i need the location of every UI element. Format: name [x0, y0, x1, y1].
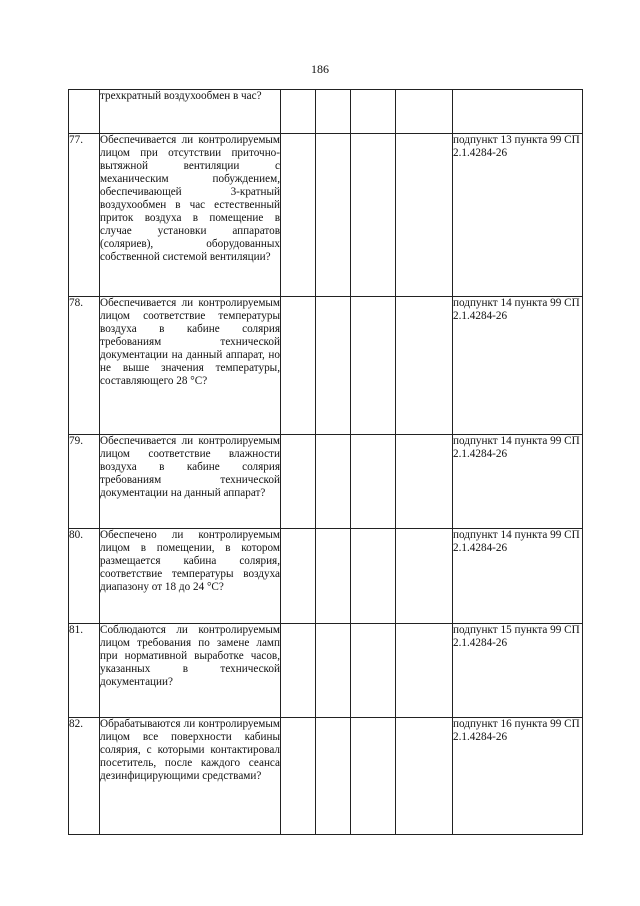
reference-cell: подпункт 14 пункта 99 СП 2.1.4284-26 — [453, 529, 583, 624]
table-row — [69, 90, 583, 134]
question-text: Обеспечено ли контролируемым лицом в помещении, в котором размещается кабина солярия, соответствие температуры воздуха диапазону от 18 до 24 °С? — [100, 529, 280, 593]
answer-no-cell — [316, 718, 351, 835]
question-text: трехкратный воздухообмен в час? — [100, 90, 262, 102]
question-text: Обеспечивается ли контролируемым лицом при отсутствии приточно-вытяжной вентиляции с механическим побуждением, обеспечивающей 3-кратный воздухообмен в час естественный приток воздуха в помещение в случае установки аппаратов (соляриев), оборудованных собственной системой вентиляции? — [100, 134, 280, 263]
answer-yes-cell — [281, 297, 316, 435]
answer-no-cell — [316, 435, 351, 529]
reference-cell: подпункт 16 пункта 99 СП 2.1.4284-26 — [453, 718, 583, 835]
question-text: Обрабатываются ли контролируемым лицом все поверхности кабины солярия, с которыми контактировал посетитель, после каждого сеанса дезинфицирующими средствами? — [100, 718, 280, 782]
reference-cell — [453, 90, 583, 134]
answer-na-cell — [351, 624, 396, 718]
table-row — [69, 297, 583, 435]
row-number: 82. — [69, 718, 100, 835]
answer-yes-cell — [281, 90, 316, 134]
answer-yes-cell — [281, 134, 316, 297]
note-cell — [396, 435, 453, 529]
table-row — [69, 134, 583, 297]
note-cell — [396, 134, 453, 297]
answer-no-cell — [316, 90, 351, 134]
question-cell — [100, 134, 281, 297]
question-text: Обеспечивается ли контролируемым лицом соответствие влажности воздуха в кабине солярия требованиям технической документации на данный аппарат? — [100, 435, 280, 499]
note-cell — [396, 529, 453, 624]
page-number: 186 — [311, 62, 329, 76]
table-row — [69, 624, 583, 718]
question-cell — [100, 624, 281, 718]
checklist-table — [68, 89, 583, 835]
row-number: 81. — [69, 624, 100, 718]
row-number: 78. — [69, 297, 100, 435]
question-cell — [100, 718, 281, 835]
table-row — [69, 718, 583, 835]
answer-na-cell — [351, 90, 396, 134]
reference-cell: подпункт 13 пункта 99 СП 2.1.4284-26 — [453, 134, 583, 297]
answer-yes-cell — [281, 718, 316, 835]
answer-no-cell — [316, 134, 351, 297]
answer-no-cell — [316, 529, 351, 624]
answer-na-cell — [351, 529, 396, 624]
note-cell — [396, 624, 453, 718]
answer-yes-cell — [281, 529, 316, 624]
row-number: 77. — [69, 134, 100, 297]
table-row — [69, 529, 583, 624]
table-row — [69, 435, 583, 529]
question-text: Обеспечивается ли контролируемым лицом соответствие температуры воздуха в кабине солярия требованиям технической документации на данный аппарат, но не выше значения температуры, составляющего 28 °С? — [100, 297, 280, 387]
question-cell — [100, 90, 281, 134]
question-cell — [100, 435, 281, 529]
note-cell — [396, 718, 453, 835]
answer-na-cell — [351, 297, 396, 435]
row-number: 80. — [69, 529, 100, 624]
reference-cell: подпункт 15 пункта 99 СП 2.1.4284-26 — [453, 624, 583, 718]
question-cell — [100, 297, 281, 435]
answer-na-cell — [351, 435, 396, 529]
answer-no-cell — [316, 297, 351, 435]
answer-na-cell — [351, 718, 396, 835]
note-cell — [396, 297, 453, 435]
answer-no-cell — [316, 624, 351, 718]
row-number — [69, 90, 100, 134]
reference-cell: подпункт 14 пункта 99 СП 2.1.4284-26 — [453, 435, 583, 529]
note-cell — [396, 90, 453, 134]
question-text: Соблюдаются ли контролируемым лицом требования по замене ламп при нормативной выработке часов, указанных в технической документации? — [100, 624, 280, 688]
answer-yes-cell — [281, 624, 316, 718]
answer-yes-cell — [281, 435, 316, 529]
reference-cell: подпункт 14 пункта 99 СП 2.1.4284-26 — [453, 297, 583, 435]
question-cell — [100, 529, 281, 624]
row-number: 79. — [69, 435, 100, 529]
answer-na-cell — [351, 134, 396, 297]
